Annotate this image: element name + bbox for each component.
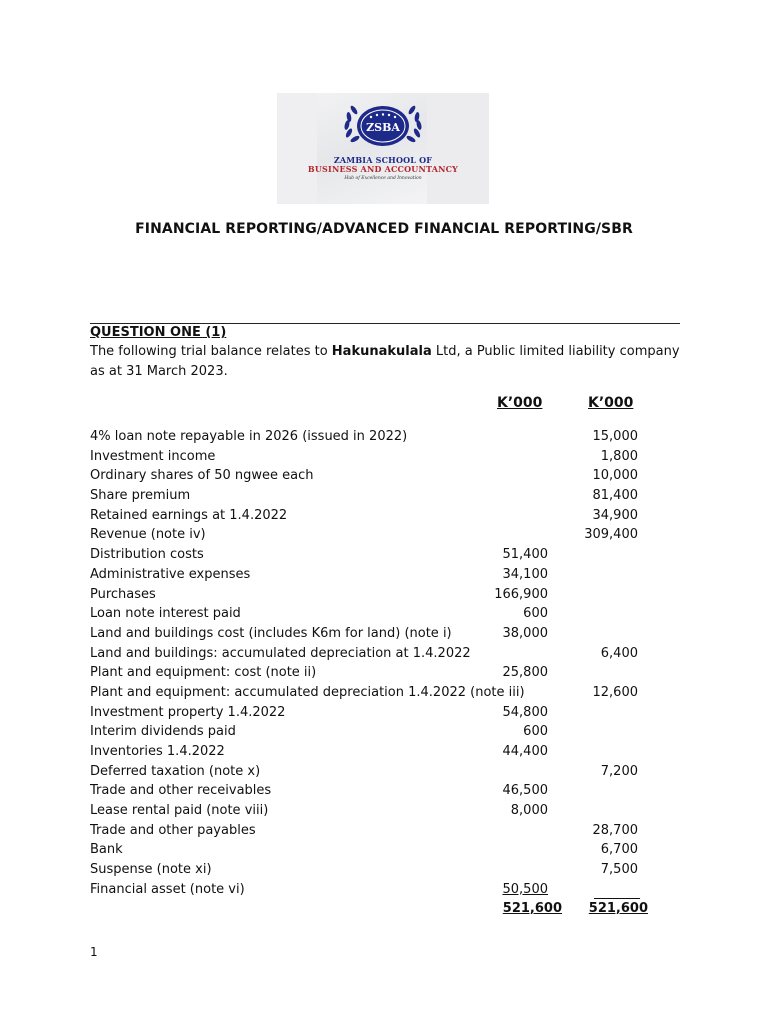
table-row <box>0 762 768 782</box>
row-credit: 6,700 <box>600 842 638 858</box>
row-credit: 15,000 <box>592 429 638 444</box>
row-label: Bank <box>90 842 123 858</box>
table-row <box>0 840 768 860</box>
table-row <box>0 703 768 723</box>
row-label: Revenue (note iv) <box>90 527 206 543</box>
row-credit: 7,200 <box>600 763 638 779</box>
table-row <box>0 821 768 841</box>
section-divider <box>90 323 680 324</box>
row-label: Investment income <box>90 448 216 464</box>
row-debit: 50,500 <box>502 881 548 897</box>
row-debit: 38,000 <box>502 625 548 641</box>
row-debit: 51,400 <box>502 547 548 563</box>
table-row <box>0 506 768 526</box>
trial-balance-table <box>0 427 768 900</box>
row-debit: 8,000 <box>510 803 548 819</box>
row-label: Purchases <box>90 586 156 602</box>
row-label: Plant and equipment: cost (note ii) <box>90 665 317 681</box>
row-label: Financial asset (note vi) <box>90 881 245 897</box>
question-heading: QUESTION ONE (1) <box>90 325 227 340</box>
table-row <box>0 466 768 486</box>
row-credit: 34,900 <box>592 507 638 523</box>
total-credit: 521,600 <box>588 901 648 916</box>
company-name: Hakunakulala <box>331 344 432 359</box>
table-row <box>0 860 768 880</box>
row-label: Suspense (note xi) <box>90 862 212 878</box>
table-row <box>0 880 768 900</box>
row-label: Interim dividends paid <box>90 724 236 740</box>
row-credit: 6,400 <box>600 645 638 661</box>
logo-name-line2: BUSINESS AND ACCOUNTANCY <box>307 164 459 174</box>
table-row <box>0 427 768 447</box>
table-row <box>0 447 768 467</box>
row-label: Lease rental paid (note viii) <box>90 803 269 819</box>
table-row <box>0 683 768 703</box>
table-row <box>0 644 768 664</box>
row-label: Trade and other receivables <box>90 783 272 799</box>
laurel-crest-icon <box>277 93 489 204</box>
row-label: Plant and equipment: accumulated depreciation 1.4.2022 (note iii) <box>90 684 525 700</box>
table-row <box>0 742 768 762</box>
row-debit: 600 <box>523 606 548 622</box>
row-debit: 44,400 <box>502 744 548 759</box>
total-debit: 521,600 <box>502 901 562 916</box>
school-logo <box>277 93 489 204</box>
row-credit: 81,400 <box>592 488 638 504</box>
table-row <box>0 663 768 683</box>
table-row <box>0 545 768 565</box>
row-label: Retained earnings at 1.4.2022 <box>90 507 288 523</box>
table-row <box>0 604 768 624</box>
logo-tagline: Hub of Excellence and Innovation <box>344 176 422 181</box>
row-debit: 166,900 <box>494 586 548 602</box>
table-row <box>0 565 768 585</box>
intro-text-after: Ltd, a Public limited liability company as at 31 March 2023. <box>90 344 680 379</box>
table-row <box>0 801 768 821</box>
credit-column-header: K’000 <box>588 395 634 411</box>
table-row <box>0 525 768 545</box>
logo-name-line1: ZAMBIA SCHOOL OF <box>333 155 433 165</box>
row-credit: 1,800 <box>600 448 638 464</box>
credit-blank-underline <box>594 898 640 899</box>
table-row <box>0 585 768 605</box>
table-row <box>0 624 768 644</box>
totals-row <box>0 901 768 921</box>
row-label: Administrative expenses <box>90 566 251 582</box>
row-label: Distribution costs <box>90 547 204 563</box>
row-label: Deferred taxation (note x) <box>90 763 261 779</box>
page-number: 1 <box>90 945 98 959</box>
row-credit: 309,400 <box>584 527 638 543</box>
row-debit: 600 <box>523 724 548 740</box>
row-credit: 12,600 <box>592 684 638 700</box>
row-label: Trade and other payables <box>90 822 256 838</box>
row-label: Land and buildings cost (includes K6m for land) (note i) <box>90 625 452 641</box>
row-debit: 54,800 <box>502 704 548 720</box>
row-debit: 34,100 <box>502 566 548 582</box>
row-label: Inventories 1.4.2022 <box>90 744 225 759</box>
row-label: 4% loan note repayable in 2026 (issued in 2022) <box>90 429 408 444</box>
row-credit: 28,700 <box>592 822 638 838</box>
question-intro <box>90 342 690 382</box>
row-credit: 7,500 <box>600 862 638 878</box>
intro-text-before: The following trial balance relates to <box>90 344 332 359</box>
debit-column-header: K’000 <box>497 395 543 411</box>
row-debit: 25,800 <box>502 665 548 681</box>
page-title: FINANCIAL REPORTING/ADVANCED FINANCIAL REPORTING/SBR <box>135 221 633 237</box>
row-label: Share premium <box>90 488 191 504</box>
table-row <box>0 781 768 801</box>
row-label: Land and buildings: accumulated depreciation at 1.4.2022 <box>90 645 471 661</box>
row-label: Ordinary shares of 50 ngwee each <box>90 468 314 484</box>
row-credit: 10,000 <box>592 468 638 484</box>
row-label: Loan note interest paid <box>90 606 241 622</box>
row-label: Investment property 1.4.2022 <box>90 704 286 720</box>
logo-monogram: ZSBA <box>366 121 400 134</box>
table-row <box>0 722 768 742</box>
table-row <box>0 486 768 506</box>
row-debit: 46,500 <box>502 783 548 799</box>
